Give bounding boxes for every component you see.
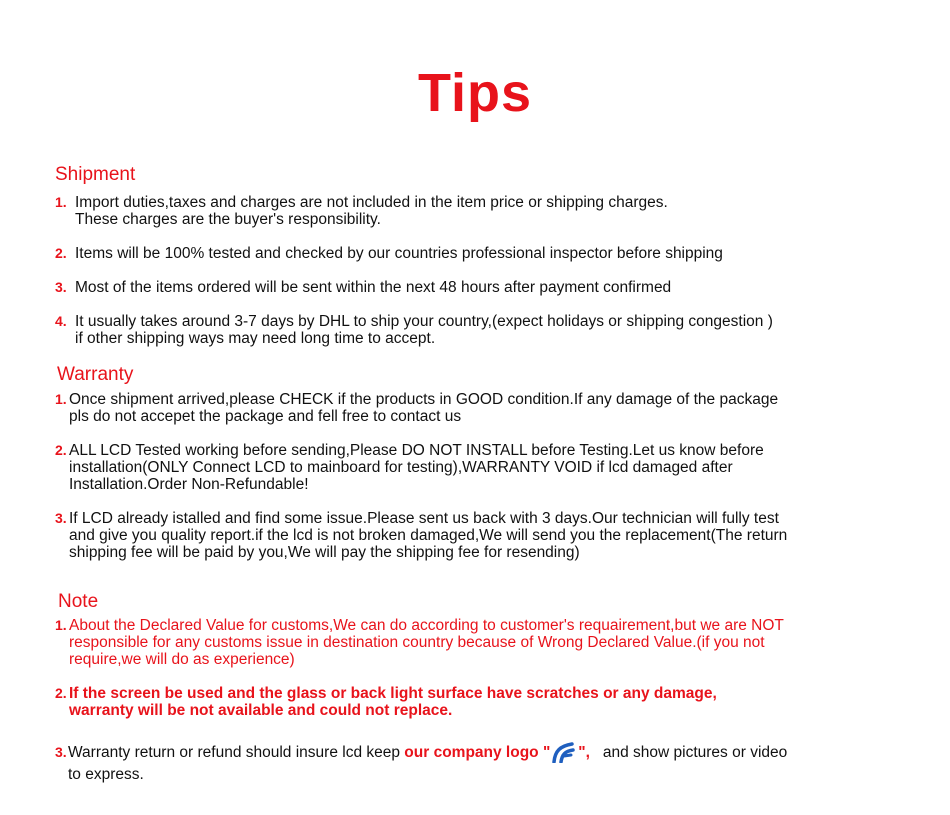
item-number: 1. — [55, 194, 67, 210]
item-text: if other shipping ways may need long time to accept. — [75, 330, 436, 347]
item-text: require,we will do as experience) — [69, 651, 295, 668]
item-number: 2. — [55, 685, 67, 701]
logo-highlight-end: ", — [578, 744, 590, 761]
item-text: Import duties,taxes and charges are not included in the item price or shipping charges. — [75, 194, 668, 211]
item-text: installation(ONLY Connect LCD to mainboard for testing),WARRANTY VOID if lcd damaged after — [69, 459, 733, 476]
item-number: 3. — [55, 279, 67, 295]
warranty-item-3 — [55, 510, 787, 561]
item-number: 1. — [55, 617, 67, 633]
note-item-3 — [55, 741, 787, 787]
shipment-item-1 — [55, 194, 668, 228]
warranty-item-1 — [55, 391, 778, 425]
item-text: shipping fee will be paid by you,We will pay the shipping fee for resending) — [69, 544, 580, 561]
shipment-item-3 — [55, 279, 671, 296]
item-text: Items will be 100% tested and checked by our countries professional inspector before shipping — [75, 245, 723, 262]
item-number: 3. — [55, 510, 67, 526]
item-text: If the screen be used and the glass or back light surface have scratches or any damage, — [69, 685, 717, 702]
note-heading: Note — [58, 591, 99, 612]
shipment-item-4 — [55, 313, 773, 347]
item-text: and show pictures or video — [589, 744, 788, 761]
warranty-heading: Warranty — [57, 364, 134, 385]
logo-highlight-text: our company logo " — [404, 744, 551, 761]
item-number: 1. — [55, 391, 67, 407]
item-number: 2. — [55, 245, 67, 261]
item-text: to express. — [68, 766, 144, 783]
item-text: It usually takes around 3-7 days by DHL to ship your country,(expect holidays or shipping congestion ) — [75, 313, 773, 330]
warranty-item-2 — [55, 442, 764, 493]
page-title: Tips — [417, 63, 533, 123]
item-text: responsible for any customs issue in destination country because of Wrong Declared Value.(if you not — [69, 634, 765, 651]
note-item-1 — [55, 617, 784, 668]
shipment-heading: Shipment — [55, 164, 136, 185]
item-text: Installation.Order Non-Refundable! — [69, 476, 309, 493]
note-item-2 — [55, 685, 717, 719]
item-text: Most of the items ordered will be sent within the next 48 hours after payment confirmed — [75, 279, 672, 296]
item-text: and give you quality report.if the lcd is not broken damaged,We will send you the replacement(The return — [69, 527, 788, 544]
item-text: Once shipment arrived,please CHECK if the products in GOOD condition.If any damage of the package — [69, 391, 779, 408]
item-text: pls do not accepet the package and fell free to contact us — [69, 408, 462, 425]
item-text: Warranty return or refund should insure lcd keep — [68, 744, 405, 761]
company-logo-icon — [551, 741, 577, 763]
item-text: ALL LCD Tested working before sending,Please DO NOT INSTALL before Testing.Let us know before — [69, 442, 764, 459]
item-number: 2. — [55, 442, 67, 458]
item-number: 4. — [55, 313, 67, 329]
item-text: These charges are the buyer's responsibility. — [75, 211, 381, 228]
item-number: 3. — [55, 744, 67, 760]
item-text: warranty will be not available and could not replace. — [69, 702, 453, 719]
item-text: About the Declared Value for customs,We can do according to customer's requairement,but we are NOT — [69, 617, 784, 634]
shipment-item-2 — [55, 245, 723, 262]
item-text: If LCD already istalled and find some issue.Please sent us back with 3 days.Our technician will fully test — [69, 510, 779, 527]
